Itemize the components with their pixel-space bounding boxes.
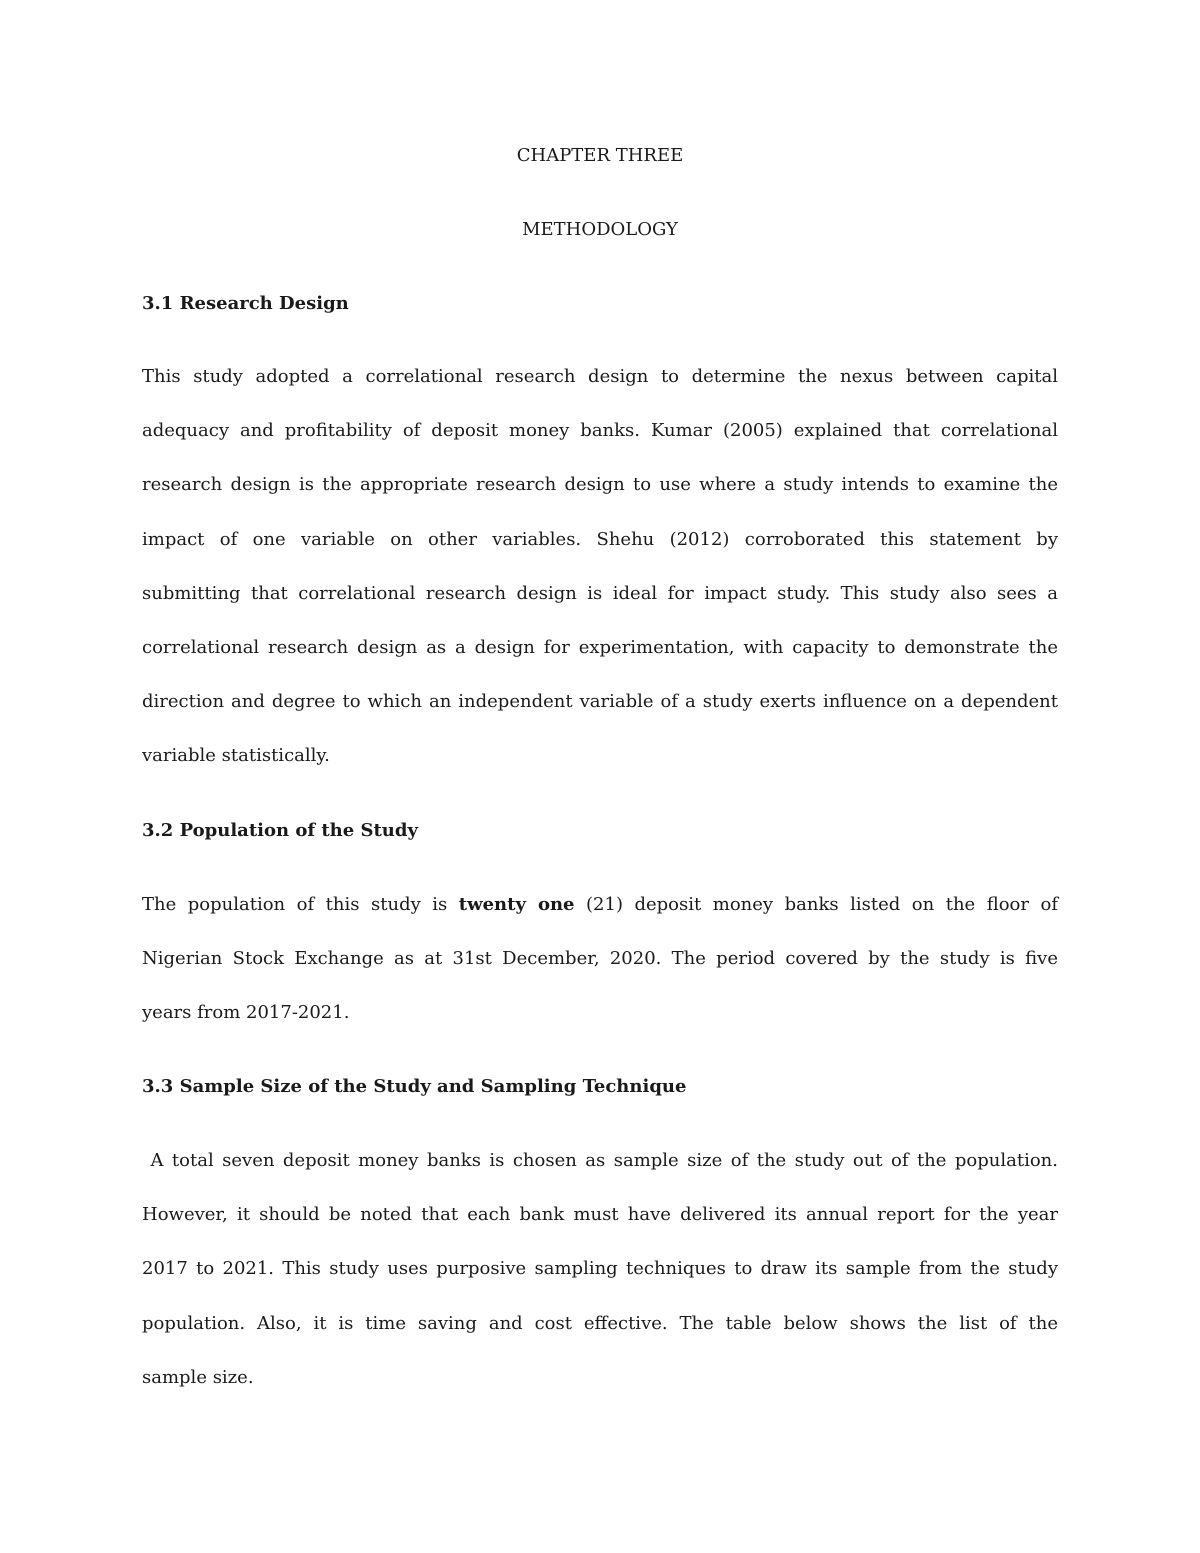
paragraph-sample-size (142, 1134, 1058, 1405)
paragraph-line: This study adopted a correlational research design to determine the nexus between capital (142, 366, 1058, 387)
chapter-subtitle: METHODOLOGY (522, 219, 678, 240)
paragraph-line: variable statistically. (142, 745, 330, 767)
paragraph-line: adequacy and profitability of deposit money banks. Kumar (2005) explained that correlational (142, 420, 1058, 442)
line-text-suffix: (21) deposit money banks listed on the floor of (574, 894, 1058, 915)
paragraph-line: years from 2017-2021. (142, 1002, 350, 1024)
paragraph-line: population. Also, it is time saving and cost effective. The table below shows the list of the (142, 1312, 1058, 1334)
bold-phrase: twenty one (458, 894, 575, 915)
section-heading-population: 3.2 Population of the Study (142, 820, 418, 841)
paragraph-line: direction and degree to which an independent variable of a study exerts influence on a dependent (142, 691, 1058, 713)
paragraph-line: research design is the appropriate research design to use where a study intends to examine the (142, 474, 1058, 496)
paragraph-line: sample size. (142, 1366, 254, 1388)
section-heading-research-design: 3.1 Research Design (142, 293, 349, 314)
paragraph-line: submitting that correlational research design is ideal for impact study. This study also sees a (142, 582, 1058, 604)
paragraph-line: correlational research design as a design for experimentation, with capacity to demonstrate the (142, 637, 1058, 659)
section-heading-sample-size: 3.3 Sample Size of the Study and Sampling Technique (142, 1076, 687, 1097)
paragraph-line (142, 878, 1058, 932)
line-text-prefix: The population of this study is (142, 894, 459, 915)
paragraph-population (142, 878, 1058, 1041)
chapter-title: CHAPTER THREE (516, 145, 684, 166)
paragraph-line: A total seven deposit money banks is chosen as sample size of the study out of the population. (142, 1150, 1058, 1171)
paragraph-line: impact of one variable on other variables. Shehu (2012) corroborated this statement by (142, 528, 1058, 550)
paragraph-line: 2017 to 2021. This study uses purposive sampling techniques to draw its sample from the study (142, 1258, 1058, 1280)
paragraph-line: However, it should be noted that each bank must have delivered its annual report for the year (142, 1204, 1058, 1226)
paragraph-research-design (142, 350, 1058, 784)
paragraph-line: Nigerian Stock Exchange as at 31st December, 2020. The period covered by the study is five (142, 948, 1058, 970)
